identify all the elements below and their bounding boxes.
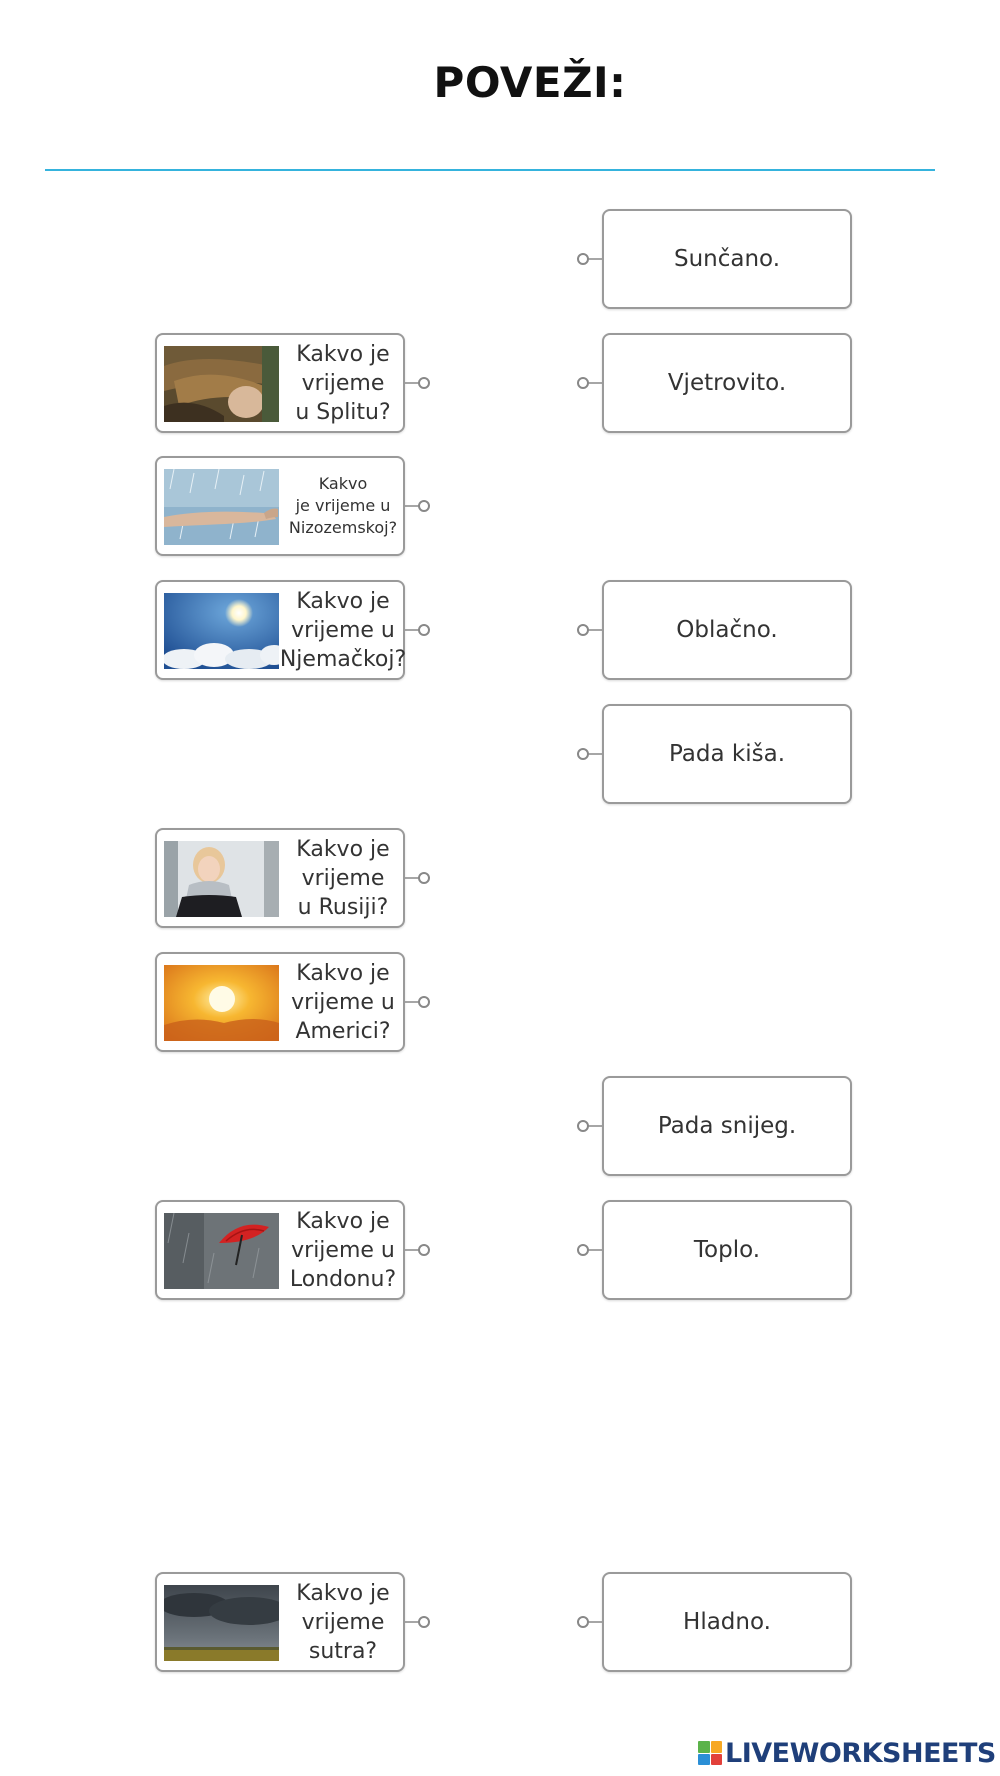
question-card-sutra[interactable] [155,1572,405,1672]
answer-connector[interactable] [576,1615,602,1629]
rain-hand-photo [164,469,279,545]
logo-square [711,1741,723,1753]
question-card-london[interactable] [155,1200,405,1300]
answer-text: Hladno. [683,1609,771,1635]
answer-text: Vjetrovito. [667,370,787,396]
windy-hair-photo [164,346,279,422]
answer-card[interactable] [602,580,852,680]
storm-clouds-photo [164,1585,279,1661]
answer-connector[interactable] [576,1243,602,1257]
question-connector[interactable] [405,995,431,1009]
question-text: Kakvo je vrijeme sutra? [296,1580,390,1664]
question-text: Kakvo je vrijeme u Splitu? [295,341,391,425]
question-card-njemacka[interactable] [155,580,405,680]
page-title: POVEŽI: [433,58,627,107]
answer-connector[interactable] [576,1119,602,1133]
question-connector[interactable] [405,623,431,637]
answer-connector[interactable] [576,623,602,637]
sun-clouds-photo [164,593,279,669]
question-text: Kakvo je vrijeme u Njemačkoj? [279,588,407,672]
answer-text: Sunčano. [673,246,781,272]
answer-text: Pada kiša. [668,741,786,767]
answer-card[interactable] [602,1076,852,1176]
question-connector[interactable] [405,1615,431,1629]
question-connector[interactable] [405,499,431,513]
answer-connector[interactable] [576,252,602,266]
logo-square [711,1754,723,1766]
winter-woman-photo [164,841,279,917]
question-text: Kakvo je vrijeme u Rusiji? [296,836,390,920]
liveworksheets-logo-icon [698,1741,722,1765]
hot-sun-photo [164,965,279,1041]
question-card-nizozemska[interactable] [155,456,405,556]
question-text: Kakvo je vrijeme u Americi? [291,960,395,1044]
question-text: Kakvo je vrijeme u Nizozemskoj? [288,474,398,537]
logo-square [698,1754,710,1766]
answer-connector[interactable] [576,376,602,390]
logo-square [698,1741,710,1753]
question-text: Kakvo je vrijeme u Londonu? [289,1208,397,1292]
liveworksheets-wordmark: LIVEWORKSHEETS [725,1737,996,1769]
answer-connector[interactable] [576,747,602,761]
answer-card[interactable] [602,704,852,804]
liveworksheets-logo [698,1738,996,1768]
answer-text: Toplo. [693,1237,761,1263]
question-connector[interactable] [405,1243,431,1257]
answer-card[interactable] [602,1200,852,1300]
answer-text: Pada snijeg. [657,1113,797,1139]
title-divider [45,169,935,171]
question-card-split[interactable] [155,333,405,433]
answer-card[interactable] [602,1572,852,1672]
question-card-rusija[interactable] [155,828,405,928]
answer-text: Oblačno. [676,617,778,643]
question-connector[interactable] [405,871,431,885]
answer-card[interactable] [602,333,852,433]
question-card-amerika[interactable] [155,952,405,1052]
question-connector[interactable] [405,376,431,390]
red-umbrella-photo [164,1213,279,1289]
answer-card[interactable] [602,209,852,309]
